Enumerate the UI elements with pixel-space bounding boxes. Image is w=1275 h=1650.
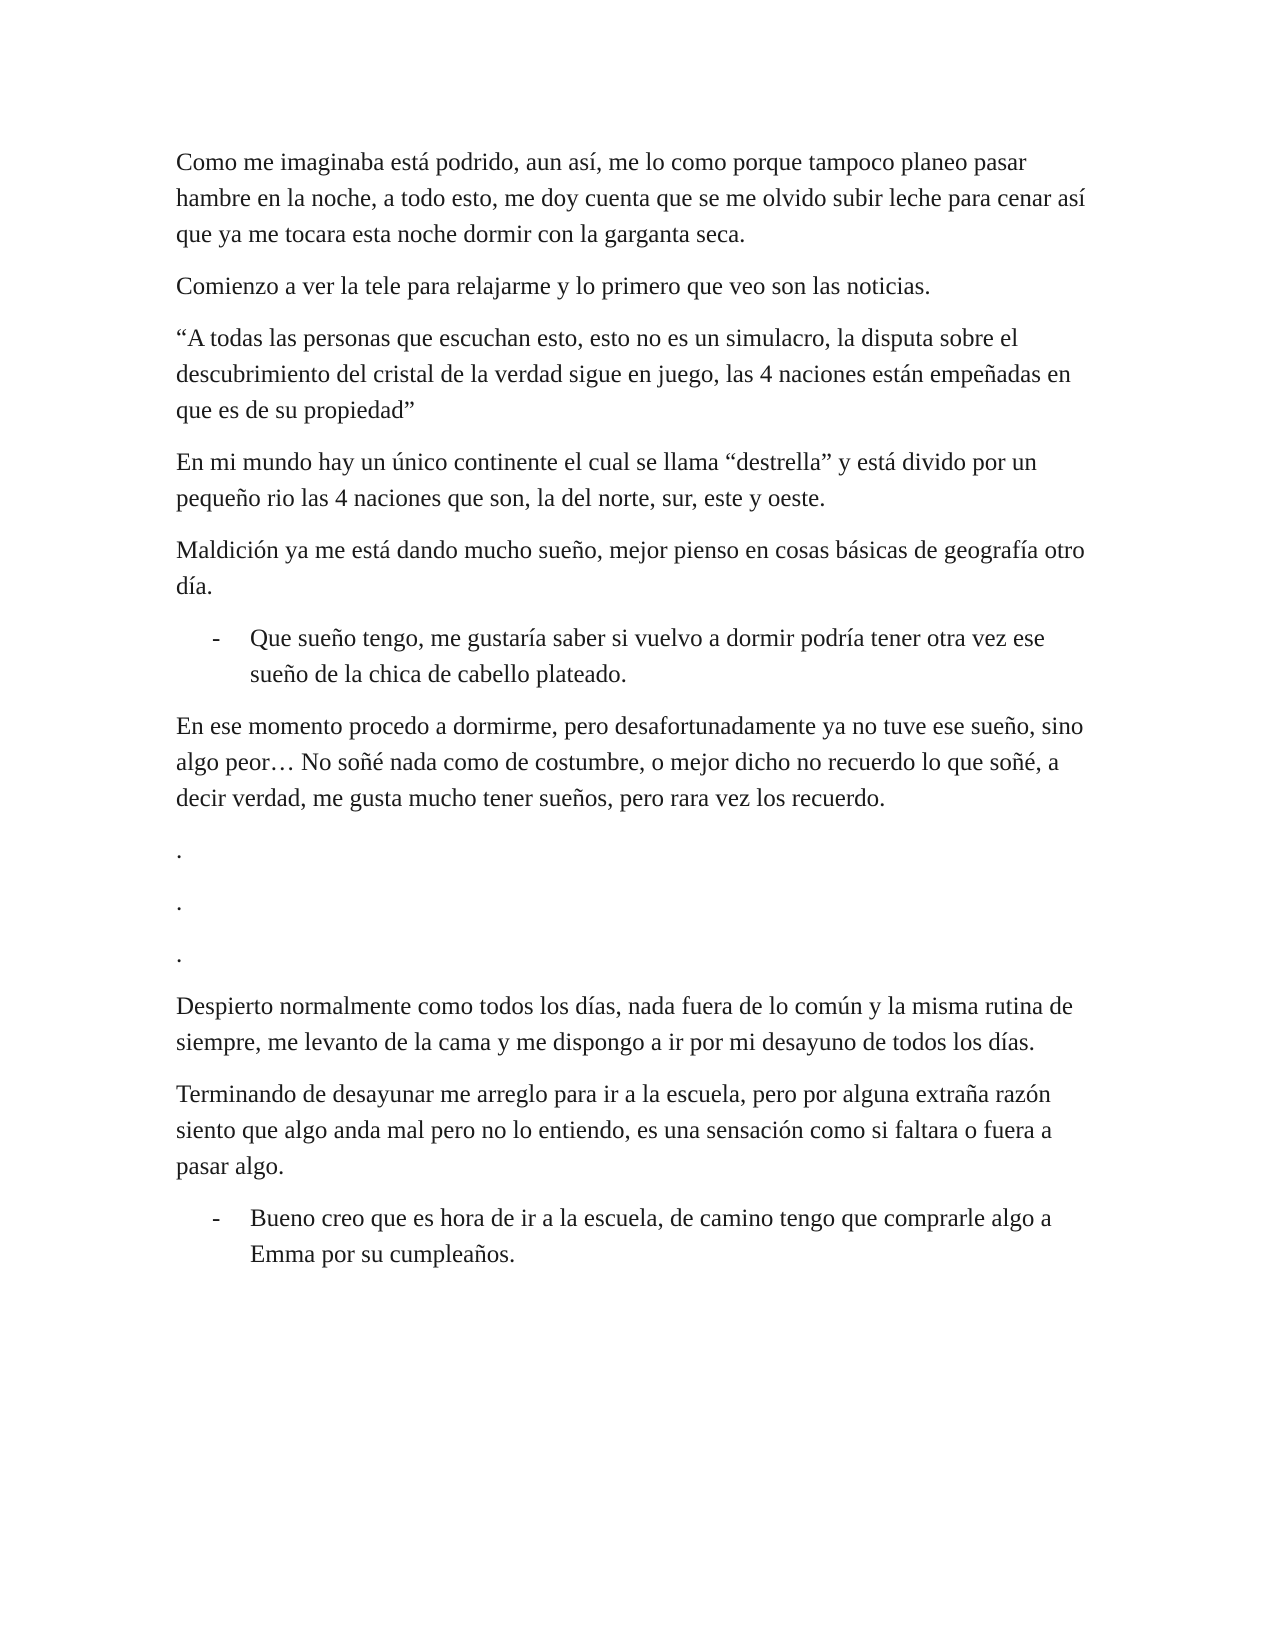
dialogue-line (176, 621, 1096, 693)
dialogue-dash: - (212, 1205, 221, 1232)
document-body (176, 145, 1096, 1289)
dialogue-dash: - (212, 625, 221, 652)
paragraph: Maldición ya me está dando mucho sueño, mejor pienso en cosas básicas de geografía otro día. (176, 537, 1085, 600)
paragraph: Terminando de desayunar me arreglo para ir a la escuela, pero por alguna extraña razón siento que algo anda mal pero no lo entiendo, es una sensación como si faltara o fuera a pasar algo. (176, 1081, 1053, 1180)
dialogue-text: Bueno creo que es hora de ir a la escuela, de camino tengo que comprarle algo a Emma por su cumpleaños. (250, 1205, 1052, 1268)
paragraph: En mi mundo hay un único continente el cual se llama “destrella” y está divido por un pequeño rio las 4 naciones que son, la del norte, sur, este y oeste. (176, 449, 1037, 512)
dialogue-line (176, 1201, 1096, 1273)
paragraph: Como me imaginaba está podrido, aun así, me lo como porque tampoco planeo pasar hambre en la noche, a todo esto, me doy cuenta que se me olvido subir leche para cenar así que ya me tocara esta noche dormir con la garganta seca. (176, 149, 1086, 248)
dialogue-text: Que sueño tengo, me gustaría saber si vuelvo a dormir podría tener otra vez ese sueño de la chica de cabello plateado. (250, 625, 1045, 688)
separator-dot: . (176, 941, 183, 968)
separator-dot: . (176, 889, 183, 916)
paragraph: Despierto normalmente como todos los días, nada fuera de lo común y la misma rutina de siempre, me levanto de la cama y me dispongo a ir por mi desayuno de todos los días. (176, 993, 1073, 1056)
paragraph: En ese momento procedo a dormirme, pero desafortunadamente ya no tuve ese sueño, sino algo peor… No soñé nada como de costumbre, o mejor dicho no recuerdo lo que soñé, a decir verdad, me gusta mucho tener sueños, pero rara vez los recuerdo. (176, 713, 1084, 812)
separator-dot: . (176, 837, 183, 864)
paragraph: Comienzo a ver la tele para relajarme y lo primero que veo son las noticias. (176, 273, 931, 300)
paragraph: “A todas las personas que escuchan esto, esto no es un simulacro, la disputa sobre el descubrimiento del cristal de la verdad sigue en juego, las 4 naciones están empeñadas en que es de su propiedad” (176, 325, 1071, 424)
